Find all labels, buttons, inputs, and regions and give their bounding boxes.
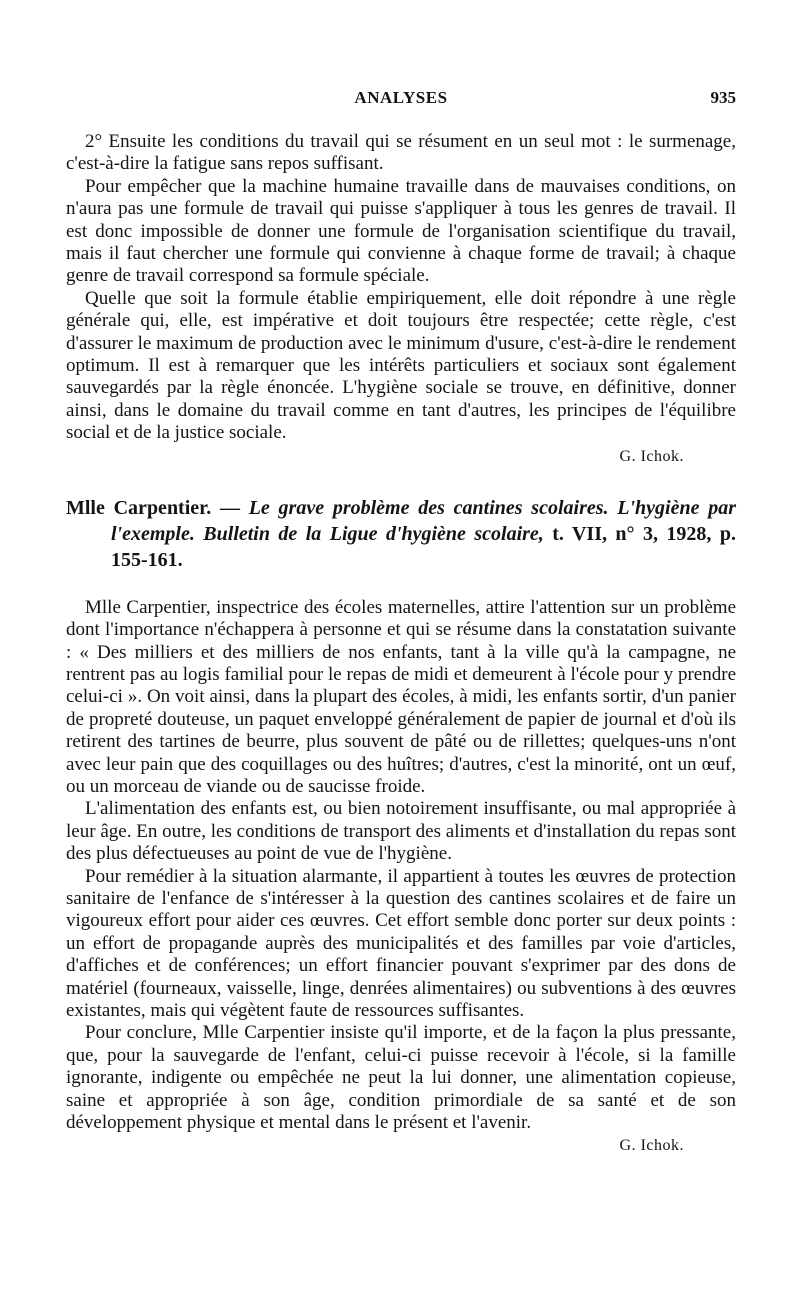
- review-2-paragraph-4: Pour conclure, Mlle Carpentier insiste qu'il importe, et de la façon la plus pressante, que, pour la sauvegarde de l'enfant, celui-ci puisse recevoir à l'école, si la famille ignorante, indigente ou empêchée ne peut la lui donner, une alimentation copieuse, saine et appropriée à son âge, condition primordiale de sa santé et de son développement physique et mental dans le présent et l'avenir.: [66, 1022, 736, 1134]
- review-2-paragraph-3: Pour remédier à la situation alarmante, il appartient à toutes les œuvres de protection sanitaire de l'enfance de s'intéresser à la question des cantines scolaires et de faire un vigoureux effort pour aider ces œuvres. Cet effort semble donc porter sur deux points : un effort de propagande auprès des municipalités et des familles par voie d'articles, d'affiches et de conférences; un effort financier pouvant s'exprimer par des dons de matériel (fourneaux, vaisselle, linge, denrées alimentaires) ou subventions à des œuvres existantes, mais qui végètent faute de ressources suffisantes.: [66, 865, 736, 1021]
- review-1-signature: G. Ichok.: [619, 447, 684, 465]
- review-2-author: Mlle Carpentier.: [66, 496, 212, 519]
- page-number: 935: [710, 88, 736, 107]
- review-2-title: Le grave problème des cantines scolaires. L'hygiène par l'exemple.: [111, 496, 736, 545]
- running-head: ANALYSES: [354, 88, 448, 107]
- review-2-paragraph-2: L'alimentation des enfants est, ou bien notoirement insuffisante, ou mal appropriée à leur âge. En outre, les conditions de transport des aliments et d'installation du repas sont des plus défectueuses au point de vue de l'hygiène.: [66, 798, 736, 865]
- review-2-citation: t. VII, n° 3, 1928, p. 155-161.: [111, 522, 736, 571]
- review-1-paragraph-1: 2° Ensuite les conditions du travail qui se résument en un seul mot : le surmenage, c'est-à-dire la fatigue sans repos suffisant.: [66, 131, 736, 175]
- page-body: [66, 131, 736, 1158]
- review-2-source: Bulletin de la Ligue d'hygiène scolaire,: [203, 522, 544, 545]
- review-1-paragraph-2: Pour empêcher que la machine humaine travaille dans de mauvaises conditions, on n'aura pas une formule de travail qui puisse s'appliquer à tous les genres de travail. Il est donc impossible de donner une formule de l'organisation scientifique du travail, mais il faut chercher une formule qui convienne à chaque forme de travail; à chaque genre de travail correspond sa formule spéciale.: [66, 175, 736, 287]
- page-header: [66, 88, 736, 114]
- review-2-dash: —: [211, 496, 249, 519]
- review-1-paragraph-3: Quelle que soit la formule établie empiriquement, elle doit répondre à une règle générale qui, elle, est impérative et doit toujours être respectée; cette règle, c'est d'assurer le maximum de production avec le minimum d'usure, c'est-à-dire le rendement optimum. Il est à remarquer que les intérêts particuliers et sociaux sont également sauvegardés par la règle énoncée. L'hygiène sociale se trouve, en définitive, donner ainsi, dans le domaine du travail comme en tant d'autres, les principes de l'équilibre social et de la justice sociale.: [66, 287, 736, 444]
- review-2-paragraph-1: Mlle Carpentier, inspectrice des écoles maternelles, attire l'attention sur un problème dont l'importance n'échappera à personne et qui se résume dans la constatation suivante : « Des milliers et des milliers de nos enfants, tant à la ville qu'à la campagne, ne rentrent pas au logis familial pour le repas de midi et demeurent à l'école pour y prendre celui-ci ». On voit ainsi, dans la plupart des écoles, à midi, les enfants sortir, d'un panier de propreté douteuse, un paquet enveloppé généralement de papier de journal et d'où ils retirent des tartines de beurre, plus souvent de pâté ou de rillettes; quelques-uns n'ont avec leur pain que des coquillages ou des huîtres; d'autres, c'est la minorité, ont un œuf, ou un morceau de viande ou de saucisse froide.: [66, 596, 736, 797]
- review-1: [66, 131, 736, 469]
- review-2-signature: G. Ichok.: [619, 1137, 684, 1155]
- review-2-heading: [66, 495, 736, 573]
- review-2: [66, 597, 736, 1159]
